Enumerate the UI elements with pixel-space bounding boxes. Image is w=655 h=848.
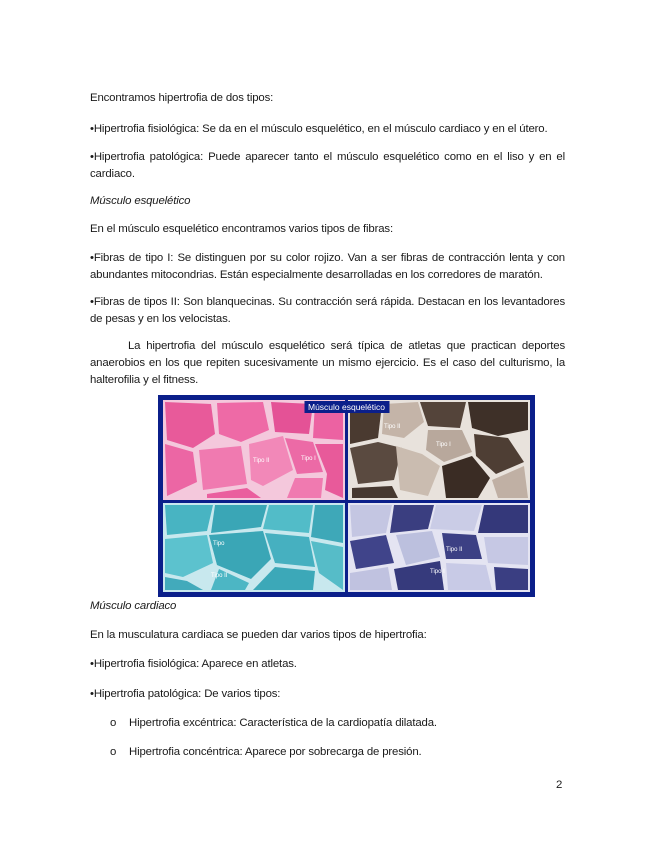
bullet-text: Fibras de tipo I: Se distinguen por su color rojizo. Van a ser fibras de contracción lenta y con abundantes mitocondrias. Están especialmente desarrolladas en los corredores de maratón. xyxy=(90,252,565,281)
bullet-glyph: • xyxy=(90,658,94,670)
bullet-physiological xyxy=(90,121,565,138)
bullet-glyph: • xyxy=(90,151,94,163)
sub-bullet-concentric: Hipertrofia concéntrica: Aparece por sobrecarga de presión. xyxy=(129,746,422,758)
bullet-glyph: • xyxy=(90,123,94,135)
panel-atpase-image xyxy=(348,400,530,500)
panel-blue-image xyxy=(348,503,530,592)
panel-label: Tipo II xyxy=(446,547,463,553)
bullet-text: Hipertrofia fisiológica: Aparece en atletas. xyxy=(93,658,297,670)
panel-label: Tipo xyxy=(213,541,225,547)
panel-he-stain xyxy=(163,400,345,500)
figure-title: Músculo esquelético xyxy=(304,401,389,413)
bullet-fiber-type-1 xyxy=(90,250,565,284)
bullet-glyph: • xyxy=(90,688,94,700)
intro-text: Encontramos hipertrofia de dos tipos: xyxy=(90,92,274,104)
bullet-text: Hipertrofia patológica: Puede aparecer tanto el músculo esquelético como en el liso y en el cardiaco. xyxy=(90,151,565,180)
skeletal-intro: En el músculo esquelético encontramos varios tipos de fibras: xyxy=(90,223,393,235)
panel-label: Tipo II xyxy=(384,424,401,430)
panel-label: Tipo II xyxy=(253,458,270,464)
bullet-glyph: • xyxy=(90,252,94,264)
page-number: 2 xyxy=(556,779,563,791)
panel-label: Tipo I xyxy=(436,442,451,448)
panel-cyan-stain xyxy=(163,503,345,592)
skeletal-paragraph: La hipertrofia del músculo esquelético será típica de atletas que practican deportes anaerobios en los que repiten sucesivamente un mismo ejercicio. Es el caso del culturismo, la halterofilia y el fitness. xyxy=(90,340,565,386)
bullet-fiber-type-2 xyxy=(90,294,565,328)
panel-label: Tipo I xyxy=(301,456,316,462)
sub-bullet-marker: o xyxy=(110,746,117,758)
bullet-glyph: • xyxy=(90,296,94,308)
bullet-cardiac-pathological xyxy=(90,686,565,703)
panel-label: Tipo II xyxy=(211,573,228,579)
heading-cardiac: Músculo cardiaco xyxy=(90,600,177,612)
panel-blue-stain xyxy=(348,503,530,592)
panel-label: Tipo I xyxy=(430,569,445,575)
bullet-pathological xyxy=(90,149,565,183)
cardiac-intro: En la musculatura cardiaca se pueden dar varios tipos de hipertrofia: xyxy=(90,629,427,641)
bullet-text: Hipertrofia fisiológica: Se da en el músculo esquelético, en el músculo cardiaco y en el útero. xyxy=(93,123,548,135)
heading-skeletal: Músculo esquelético xyxy=(90,195,191,207)
panel-he-image xyxy=(163,400,345,500)
sub-bullet-eccentric: Hipertrofia excéntrica: Característica de la cardiopatía dilatada. xyxy=(129,717,437,729)
bullet-cardiac-physiological xyxy=(90,656,565,673)
muscle-figure xyxy=(158,395,535,597)
panel-cyan-image xyxy=(163,503,345,592)
sub-bullet-marker: o xyxy=(110,717,117,729)
bullet-text: Hipertrofia patológica: De varios tipos: xyxy=(93,688,281,700)
bullet-text: Fibras de tipos II: Son blanquecinas. Su contracción será rápida. Destacan en los levantadores de pesas y en los velocistas. xyxy=(90,296,565,325)
panel-atpase-stain xyxy=(348,400,530,500)
